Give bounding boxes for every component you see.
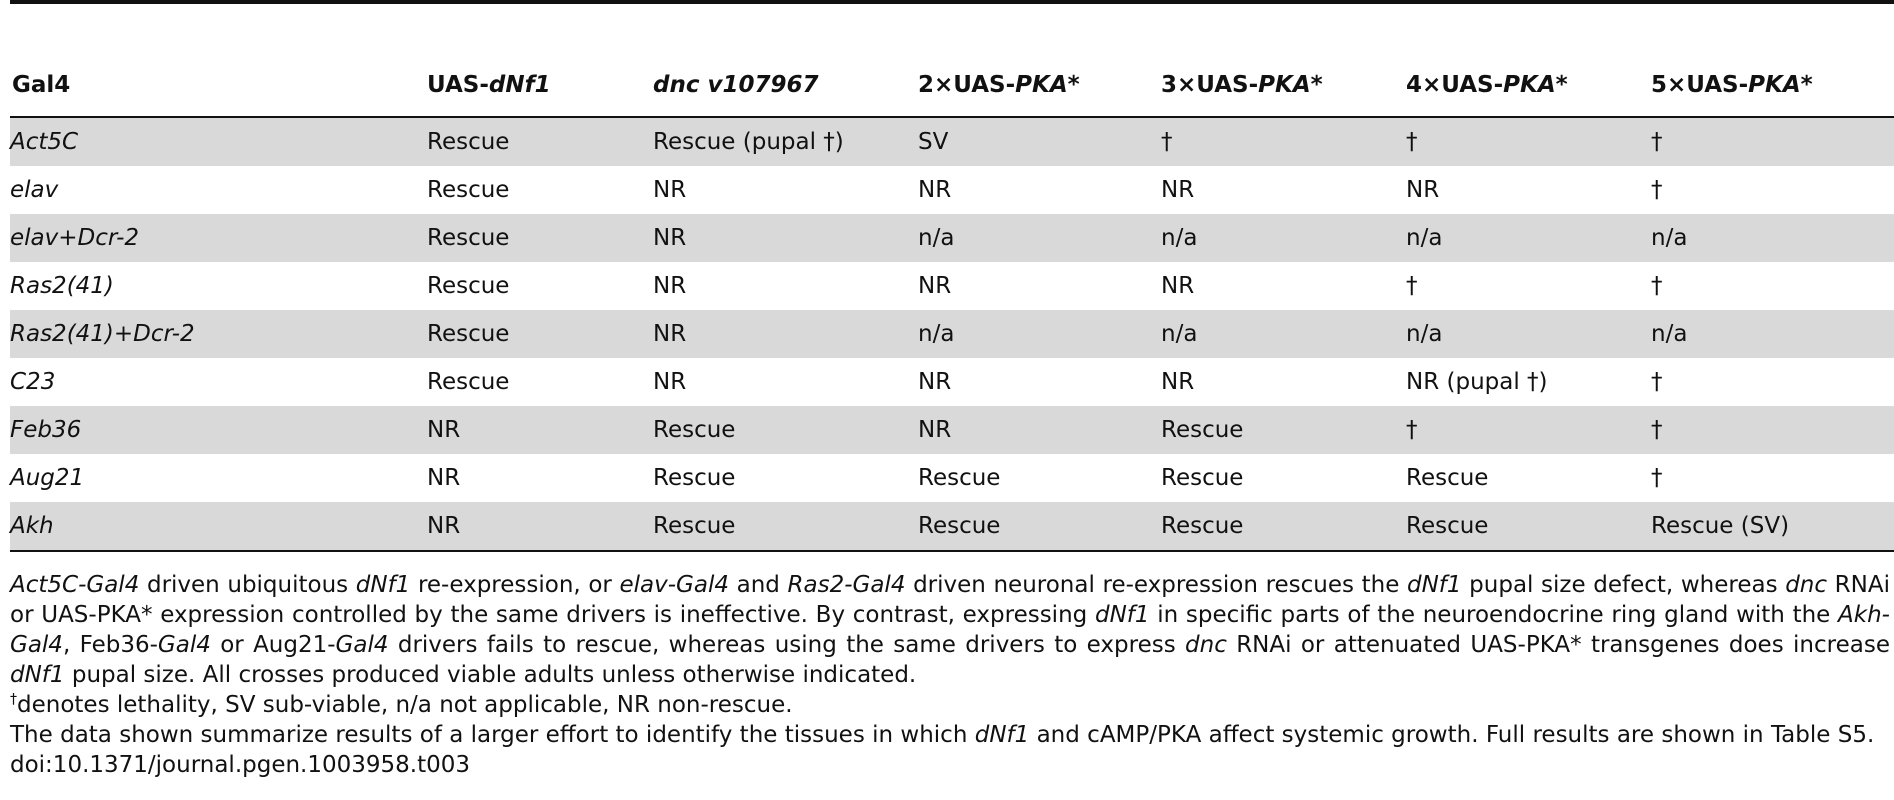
table-cell: n/a [1404,214,1649,262]
italic-text-segment: dNf1 [974,722,1030,748]
text-segment: re-expression, or [410,572,620,598]
table-cell: NR [1161,369,1195,395]
table-cell: NR [918,177,952,203]
table-cell: n/a [1649,214,1894,262]
table-cell: NR [916,406,1159,454]
column-header [10,54,425,117]
header-italic-text: dnc v107967 [653,72,819,98]
header-italic-text: PKA* [1258,72,1323,98]
header-row [10,54,1894,117]
row-driver-cell: Akh [10,502,425,551]
table-cell: Rescue [1159,502,1404,551]
italic-text-segment: Gal4 [335,632,389,658]
table-cell: Rescue [1406,465,1489,491]
results-table [10,54,1894,552]
row-driver-cell: elav [10,177,59,203]
table-cell: NR [651,214,916,262]
row-driver-cell: Feb36 [10,406,425,454]
text-segment: and cAMP/PKA affect systemic growth. Full results are shown in Table S5. [1029,722,1875,748]
table-cell: Rescue [918,465,1001,491]
text-segment: , Feb36- [62,632,158,658]
footnote-legend [10,690,1890,720]
column-header [425,54,651,117]
column-header [1404,54,1649,117]
row-driver-cell: elav+Dcr-2 [10,214,425,262]
row-driver-cell: Aug21 [10,465,85,491]
table-cell: Rescue [427,177,510,203]
row-driver-cell: C23 [10,369,56,395]
italic-text-segment: dNf1 [355,572,411,598]
table-cell: n/a [916,214,1159,262]
table-top-rule [10,0,1894,4]
table-cell: Rescue [1161,465,1244,491]
text-segment: RNAi or attenuated UAS-PKA* transgenes does increase [1226,632,1890,658]
table-cell: Rescue [916,502,1159,551]
table-cell: Rescue [425,214,651,262]
table-cell: NR [653,177,687,203]
italic-text-segment: dnc [1785,572,1828,598]
table-cell: Rescue [1404,502,1649,551]
row-driver-cell: Act5C [10,117,425,166]
table-cell: † [1159,117,1404,166]
table-cell: NR [1406,177,1440,203]
table-cell: Rescue [1159,406,1404,454]
table-cell: NR (pupal †) [1406,369,1548,395]
text-segment: pupal size defect, whereas [1461,572,1786,598]
table-cell: Rescue [425,310,651,358]
header-italic-text: PKA* [1015,72,1080,98]
table-cell: NR [1161,177,1195,203]
table-cell: n/a [916,310,1159,358]
table-row [10,406,1894,454]
column-header [651,54,916,117]
table-cell: † [1651,465,1663,491]
italic-text-segment: Gal4 [157,632,211,658]
table-cell: NR [427,465,461,491]
table-row [10,358,1894,406]
table-cell: † [1404,117,1649,166]
table-cell: Rescue [427,369,510,395]
table-cell: Rescue [651,502,916,551]
table-cell: † [1651,369,1663,395]
table-cell: n/a [1159,310,1404,358]
header-text: 4×UAS- [1406,72,1504,98]
table-row [10,166,1894,214]
text-segment: driven neuronal re-expression rescues the [905,572,1407,598]
header-text: 3×UAS- [1161,72,1259,98]
table-cell: NR [425,502,651,551]
table-cell: † [1406,273,1418,299]
text-segment: RNAi or UAS-PKA* expression controlled by the same drivers is ineffective. By contrast, expressing [10,572,1890,628]
text-segment: or Aug21- [210,632,336,658]
column-header [916,54,1159,117]
table-cell: † [1651,177,1663,203]
table-cell: Rescue [427,273,510,299]
table-row [10,117,1894,166]
table-body [10,117,1894,551]
table-cell: NR [918,369,952,395]
table-row [10,310,1894,358]
footnote-description [10,570,1890,690]
header-text: UAS- [427,72,489,98]
table-cell: Rescue [653,465,736,491]
italic-text-segment: Akh-Gal4 [10,602,1890,658]
italic-text-segment: Act5C-Gal4 [10,572,140,598]
table-cell: † [1649,406,1894,454]
italic-text-segment: elav-Gal4 [619,572,729,598]
text-segment: and [729,572,788,598]
column-header [1159,54,1404,117]
footnote-summary [10,720,1890,750]
dagger-symbol: † [10,691,17,708]
column-header [1649,54,1894,117]
header-italic-text: PKA* [1503,72,1568,98]
italic-text-segment: dNf1 [1094,602,1150,628]
table-cell: NR [653,369,687,395]
table-footnotes [10,570,1890,780]
table-cell: SV [916,117,1159,166]
table-cell: n/a [1649,310,1894,358]
header-italic-text: PKA* [1748,72,1813,98]
table-row [10,214,1894,262]
row-driver-cell: Ras2(41) [10,273,114,299]
header-text: Gal4 [12,72,71,98]
table-cell: n/a [1404,310,1649,358]
italic-text-segment: dNf1 [1407,572,1462,598]
table-cell: NR [653,273,687,299]
text-segment: drivers fails to rescue, whereas using the same drivers to express [388,632,1186,658]
header-text: 5×UAS- [1651,72,1749,98]
text-segment: driven ubiquitous [139,572,356,598]
table-cell: † [1649,117,1894,166]
text-segment: pupal size. All crosses produced viable adults unless otherwise indicated. [64,662,917,688]
table-cell: NR [651,310,916,358]
table-cell: n/a [1159,214,1404,262]
italic-text-segment: dnc [1185,632,1227,658]
italic-text-segment: dNf1 [10,662,65,688]
header-text: 2×UAS- [918,72,1016,98]
table-cell: NR [1161,273,1195,299]
italic-text-segment: Ras2-Gal4 [787,572,906,598]
table-cell: Rescue [651,406,916,454]
text-segment: The data shown summarize results of a larger effort to identify the tissues in which [10,722,975,748]
text-segment: in specific parts of the neuroendocrine ring gland with the [1149,602,1839,628]
table-cell: † [1404,406,1649,454]
table-cell: Rescue (SV) [1649,502,1894,551]
table-cell: Rescue (pupal †) [651,117,916,166]
table-cell: † [1651,273,1663,299]
table-cell: NR [918,273,952,299]
header-italic-text: dNf1 [488,72,551,98]
table-cell: NR [425,406,651,454]
table-row [10,262,1894,310]
table-row [10,502,1894,551]
table-row [10,454,1894,502]
table-cell: Rescue [425,117,651,166]
legend-text: denotes lethality, SV sub-viable, n/a not applicable, NR non-rescue. [17,692,793,718]
row-driver-cell: Ras2(41)+Dcr-2 [10,310,425,358]
doi-text: doi:10.1371/journal.pgen.1003958.t003 [10,752,471,778]
